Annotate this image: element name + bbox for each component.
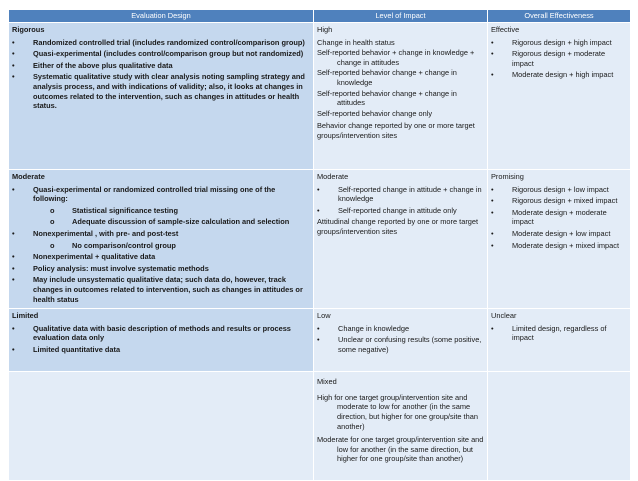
- impact-item: Behavior change reported by one or more target groups/intervention sites: [317, 121, 475, 140]
- list-item: • Systematic qualitative study with clear analysis noting sampling strategy and analysis process, and with indications of validity; also, it looks at changes in outcomes related to the intervention, such as changes in attitudes or health status.: [12, 72, 310, 110]
- effective-list: [491, 38, 627, 80]
- cell-mixed-design-empty: [9, 372, 314, 481]
- header-row: [9, 10, 631, 23]
- cell-rigorous-impact: [314, 23, 488, 170]
- cell-limited-design: [9, 309, 314, 372]
- list-item: • Moderate design + high impact: [491, 70, 627, 80]
- moderate-impact-list: [317, 185, 484, 216]
- cell-moderate-impact: [314, 170, 488, 309]
- row-moderate: [9, 170, 631, 309]
- impact-label-high: High: [317, 25, 333, 34]
- row-limited: [9, 309, 631, 372]
- cell-limited-effectiveness: [488, 309, 631, 372]
- list-item: • Policy analysis: must involve systematic methods: [12, 264, 310, 274]
- list-item: • Qualitative data with basic description of methods and results or process evaluation data only: [12, 324, 310, 343]
- list-item: • Quasi-experimental or randomized controlled trial missing one of the following:: [12, 185, 310, 204]
- sub-list-item: o Adequate discussion of sample-size calculation and selection: [12, 217, 310, 227]
- design-label-rigorous: Rigorous: [12, 25, 45, 34]
- impact-item: Moderate for one target group/intervention site and low for another (in the same direction, but higher for one group/site than another): [317, 435, 484, 464]
- impact-label-moderate: Moderate: [317, 172, 349, 181]
- design-label-limited: Limited: [12, 311, 39, 321]
- list-item: • Unclear or confusing results (some positive, some negative): [317, 335, 484, 354]
- impact-item: Self-reported behavior + change in knowledge + change in attitudes: [317, 48, 475, 67]
- effectiveness-label-effective: Effective: [491, 25, 520, 34]
- cell-mixed-impact: [314, 372, 488, 481]
- impact-item: Self-reported behavior change + change in attitudes: [317, 88, 457, 108]
- header-evaluation-design: Evaluation Design: [9, 10, 314, 23]
- cell-rigorous-effectiveness: [488, 23, 631, 170]
- row-mixed: [9, 372, 631, 481]
- cell-mixed-effectiveness-empty: [488, 372, 631, 481]
- list-item: • Limited quantitative data: [12, 345, 310, 355]
- list-item: • Moderate design + mixed impact: [491, 241, 627, 251]
- list-item: • May include unsystematic qualitative data; such data do, however, track changes in outcomes related to intervention, such as changes in attitudes or health status: [12, 275, 310, 304]
- moderate-design-list: [12, 185, 310, 305]
- list-item: • Moderate design + moderate impact: [491, 208, 627, 227]
- impact-item: Change in health status: [317, 37, 395, 47]
- unclear-list: [491, 324, 627, 343]
- list-item: • Change in knowledge: [317, 324, 484, 334]
- impact-label-mixed: Mixed: [317, 377, 337, 387]
- list-item: • Rigorous design + mixed impact: [491, 196, 627, 206]
- list-item: • Quasi-experimental (includes control/comparison group but not randomized): [12, 49, 310, 59]
- list-item: • Moderate design + low impact: [491, 229, 627, 239]
- list-item: • Self-reported change in attitude only: [317, 206, 484, 216]
- list-item: • Randomized controlled trial (includes randomized control/comparison group): [12, 38, 310, 48]
- cell-limited-impact: [314, 309, 488, 372]
- cell-moderate-design: [9, 170, 314, 309]
- list-item: • Rigorous design + low impact: [491, 185, 627, 195]
- impact-item: High for one target group/intervention site and moderate to low for another (in the same direction, but higher for one group/site than another): [317, 392, 478, 431]
- rigorous-design-list: [12, 38, 310, 111]
- cell-rigorous-design: [9, 23, 314, 170]
- effectiveness-label-unclear: Unclear: [491, 311, 517, 321]
- design-label-moderate: Moderate: [12, 172, 45, 181]
- sub-list-item: o No comparison/control group: [12, 241, 310, 251]
- impact-item: Self-reported behavior change + change in knowledge: [317, 68, 457, 87]
- cell-moderate-effectiveness: [488, 170, 631, 309]
- impact-note: Attitudinal change reported by one or more target groups/intervention sites: [317, 217, 479, 236]
- impact-item: Self-reported behavior change only: [317, 108, 433, 118]
- impact-label-low: Low: [317, 311, 331, 321]
- evaluation-table: [8, 9, 631, 481]
- header-level-of-impact: Level of Impact: [314, 10, 488, 23]
- limited-design-list: [12, 324, 310, 355]
- list-item: • Self-reported change in attitude + change in knowledge: [317, 185, 484, 204]
- row-rigorous: [9, 23, 631, 170]
- list-item: • Either of the above plus qualitative data: [12, 61, 310, 71]
- low-impact-list: [317, 324, 484, 355]
- list-item: • Nonexperimental + qualitative data: [12, 252, 310, 262]
- sub-list-item: o Statistical significance testing: [12, 206, 310, 216]
- list-item: • Nonexperimental , with pre- and post-test: [12, 229, 310, 239]
- promising-list: [491, 185, 627, 251]
- header-overall-effectiveness: Overall Effectiveness: [488, 10, 631, 23]
- list-item: • Rigorous design + moderate impact: [491, 49, 627, 68]
- list-item: • Rigorous design + high impact: [491, 38, 627, 48]
- list-item: • Limited design, regardless of impact: [491, 324, 627, 343]
- effectiveness-label-promising: Promising: [491, 172, 524, 181]
